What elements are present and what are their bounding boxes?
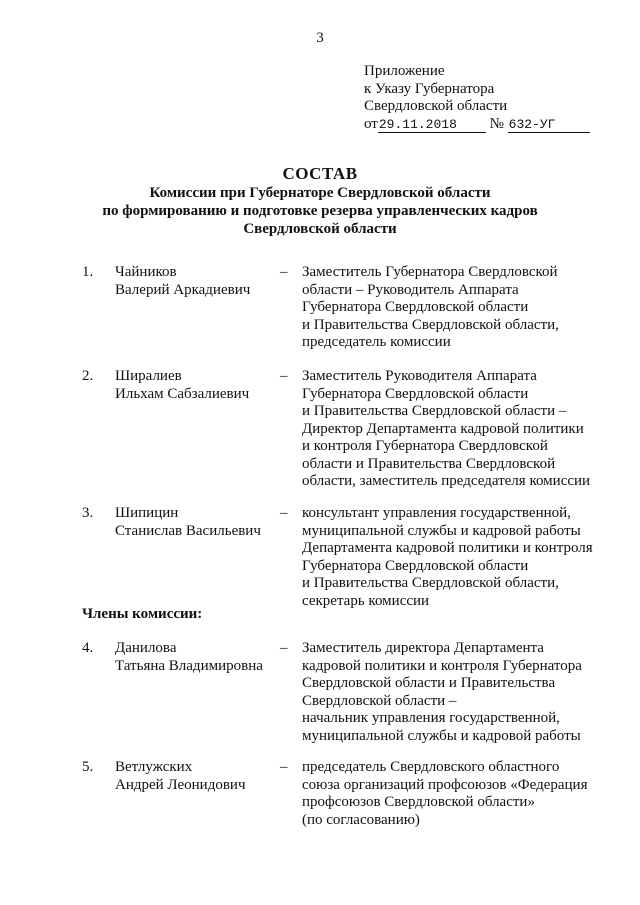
position-line: Губернатора Свердловской области (302, 385, 529, 402)
appendix-label: Приложение (364, 63, 445, 79)
member-position (302, 264, 622, 352)
appendix-region: Свердловской области (364, 98, 508, 114)
position-line: области, заместитель председателя комиссии (302, 473, 591, 489)
member-surname: Ширалиев (115, 368, 182, 384)
entry-number: 2. (82, 368, 94, 384)
member-position (302, 640, 622, 745)
dash-separator: – (280, 759, 288, 775)
position-line: и контроля Губернатора Свердловской (302, 438, 548, 454)
number-sign: № (489, 115, 504, 132)
position-line: (по согласованию) (302, 811, 420, 828)
entry-number: 4. (82, 640, 94, 656)
member-surname: Данилова (115, 640, 177, 656)
position-line: Директор Департамента кадровой политики (302, 420, 584, 437)
member-position (302, 368, 622, 491)
position-line: профсоюзов Свердловской области» (302, 794, 535, 810)
position-line: области и Правительства Свердловской (302, 455, 556, 472)
position-line: области – Руководитель Аппарата (302, 281, 519, 298)
appendix-decree-ref: к Указу Губернатора (364, 80, 495, 97)
member-given-name: Андрей Леонидович (115, 776, 246, 793)
member-name (115, 505, 285, 540)
dash-separator: – (280, 505, 288, 521)
appendix-block (364, 63, 590, 133)
position-line: Заместитель директора Департамента (302, 640, 544, 656)
position-line: Департамента кадровой политики и контроля (302, 540, 593, 556)
member-name (115, 264, 285, 299)
title-line-3: Свердловской области (243, 221, 397, 237)
position-line: консультант управления государственной, (302, 505, 571, 521)
entry-number: 5. (82, 759, 94, 775)
title-line-1: Комиссии при Губернаторе Свердловской области (149, 185, 491, 201)
entry-number: 1. (82, 264, 94, 280)
position-line: Губернатора Свердловской области (302, 299, 529, 315)
decree-date: 29.11.2018 (378, 118, 486, 133)
member-surname: Ветлужских (115, 759, 193, 775)
member-position (302, 505, 622, 610)
position-line: начальник управления государственной, (302, 710, 560, 726)
position-line: кадровой политики и контроля Губернатора (302, 657, 582, 674)
member-name (115, 640, 285, 675)
position-line: Заместитель Руководителя Аппарата (302, 368, 537, 384)
date-prefix: от (364, 115, 378, 132)
title-line-2: по формированию и подготовке резерва управленческих кадров (102, 203, 538, 219)
page-number: 3 (316, 30, 324, 46)
members-heading: Члены комиссии: (82, 606, 203, 622)
member-given-name: Татьяна Владимировна (115, 657, 263, 674)
document-title (0, 163, 640, 238)
position-line: Заместитель Губернатора Свердловской (302, 264, 558, 280)
dash-separator: – (280, 264, 288, 280)
position-line: Свердловской области – (302, 692, 457, 709)
position-line: секретарь комиссии (302, 592, 430, 609)
member-surname: Чайников (115, 264, 177, 280)
member-surname: Шипицин (115, 505, 179, 521)
member-name (115, 759, 285, 794)
position-line: и Правительства Свердловской области, (302, 316, 559, 333)
title-main: СОСТАВ (282, 164, 358, 183)
position-line: муниципальной службы и кадровой работы (302, 522, 581, 539)
decree-number: 632-УГ (508, 118, 590, 133)
position-line: муниципальной службы и кадровой работы (302, 727, 581, 744)
decree-date-line (364, 116, 590, 134)
position-line: председатель комиссии (302, 334, 451, 350)
member-given-name: Валерий Аркадиевич (115, 281, 251, 298)
position-line: и Правительства Свердловской области – (302, 403, 567, 419)
dash-separator: – (280, 640, 288, 656)
member-given-name: Станислав Васильевич (115, 522, 261, 539)
position-line: Губернатора Свердловской области (302, 557, 529, 574)
member-position (302, 759, 622, 829)
position-line: союза организаций профсоюзов «Федерация (302, 776, 588, 793)
position-line: председатель Свердловского областного (302, 759, 560, 775)
member-given-name: Ильхам Сабзалиевич (115, 385, 250, 402)
position-line: и Правительства Свердловской области, (302, 575, 559, 591)
position-line: Свердловской области и Правительства (302, 675, 556, 691)
member-name (115, 368, 285, 403)
entry-number: 3. (82, 505, 94, 521)
dash-separator: – (280, 368, 288, 384)
